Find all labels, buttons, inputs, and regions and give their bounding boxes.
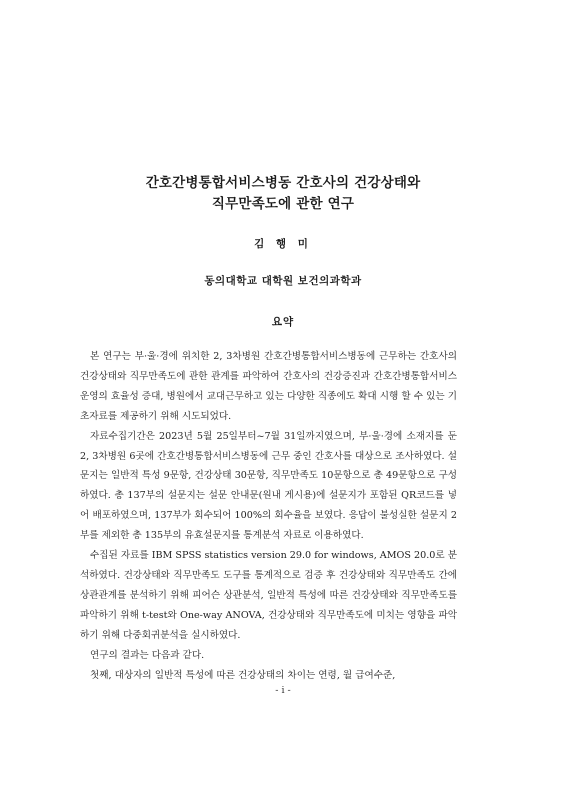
title-line-1: 간호간병통합서비스병동 간호사의 건강상태와	[145, 175, 421, 191]
abstract-body	[80, 347, 457, 685]
author-affiliation: 동의대학교 대학원 보건의과학과	[204, 275, 362, 287]
title-line-2: 직무만족도에 관한 연구	[211, 196, 355, 212]
abstract-heading: 요약	[271, 316, 295, 328]
abstract-paragraph: 본 연구는 부·울·경에 위치한 2, 3차병원 간호간병통합서비스병동에 근무하는 간호사의 건강상태와 직무만족도에 관한 관계를 파악하여 간호사의 건강증진과 간호간병통합서비스운영의 효율성 증대, 병원에서 교대근무하고 있는 다양한 직종에도 확대 시행 할 수 있는 기초자료를 제공하기 위해 시도되었다.	[80, 351, 457, 422]
page-number: - i -	[275, 685, 291, 696]
paper-title	[60, 173, 506, 215]
abstract-paragraph: 수집된 자료를 IBM SPSS statistics version 29.0 for windows, AMOS 20.0로 분석하였다. 건강상태와 직무만족도 도구를 통계적으로 검증 후 건강상태와 직무만족도 간에 상관관계를 분석하기 위해 피어슨 상관분석, 일반적 특성에 따른 건강상태와 직무만족도를 파악하기 위해 t-test와 One-way ANOVA, 건강상태와 직무만족도에 미치는 영향을 파악하기 위해 다중회귀분석을 실시하였다.	[80, 550, 457, 641]
abstract-paragraph: 자료수집기간은 2023년 5월 25일부터~7월 31일까지였으며, 부·울·경에 소재지를 둔 2, 3차병원 6곳에 간호간병통합서비스병동에 근무 중인 간호사를 대상으로 조사하였다. 설문지는 일반적 특성 9문항, 건강상태 30문항, 직무만족도 10문항으로 총 49문항으로 구성하였다. 총 137부의 설문지는 설문 안내문(원내 게시용)에 설문지가 포함된 QR코드를 넣어 배포하였으며, 137부가 회수되어 100%의 회수율을 보였다. 응답이 불성실한 설문지 2부를 제외한 총 135부의 유효설문지를 통계분석 자료로 이용하였다.	[80, 430, 457, 542]
abstract-paragraph: 연구의 결과는 다음과 같다.	[90, 649, 205, 661]
author-name: 김 행 미	[254, 238, 312, 250]
abstract-paragraph: 첫째, 대상자의 일반적 특성에 따른 건강상태의 차이는 연령, 월 급여수준,	[90, 669, 396, 681]
